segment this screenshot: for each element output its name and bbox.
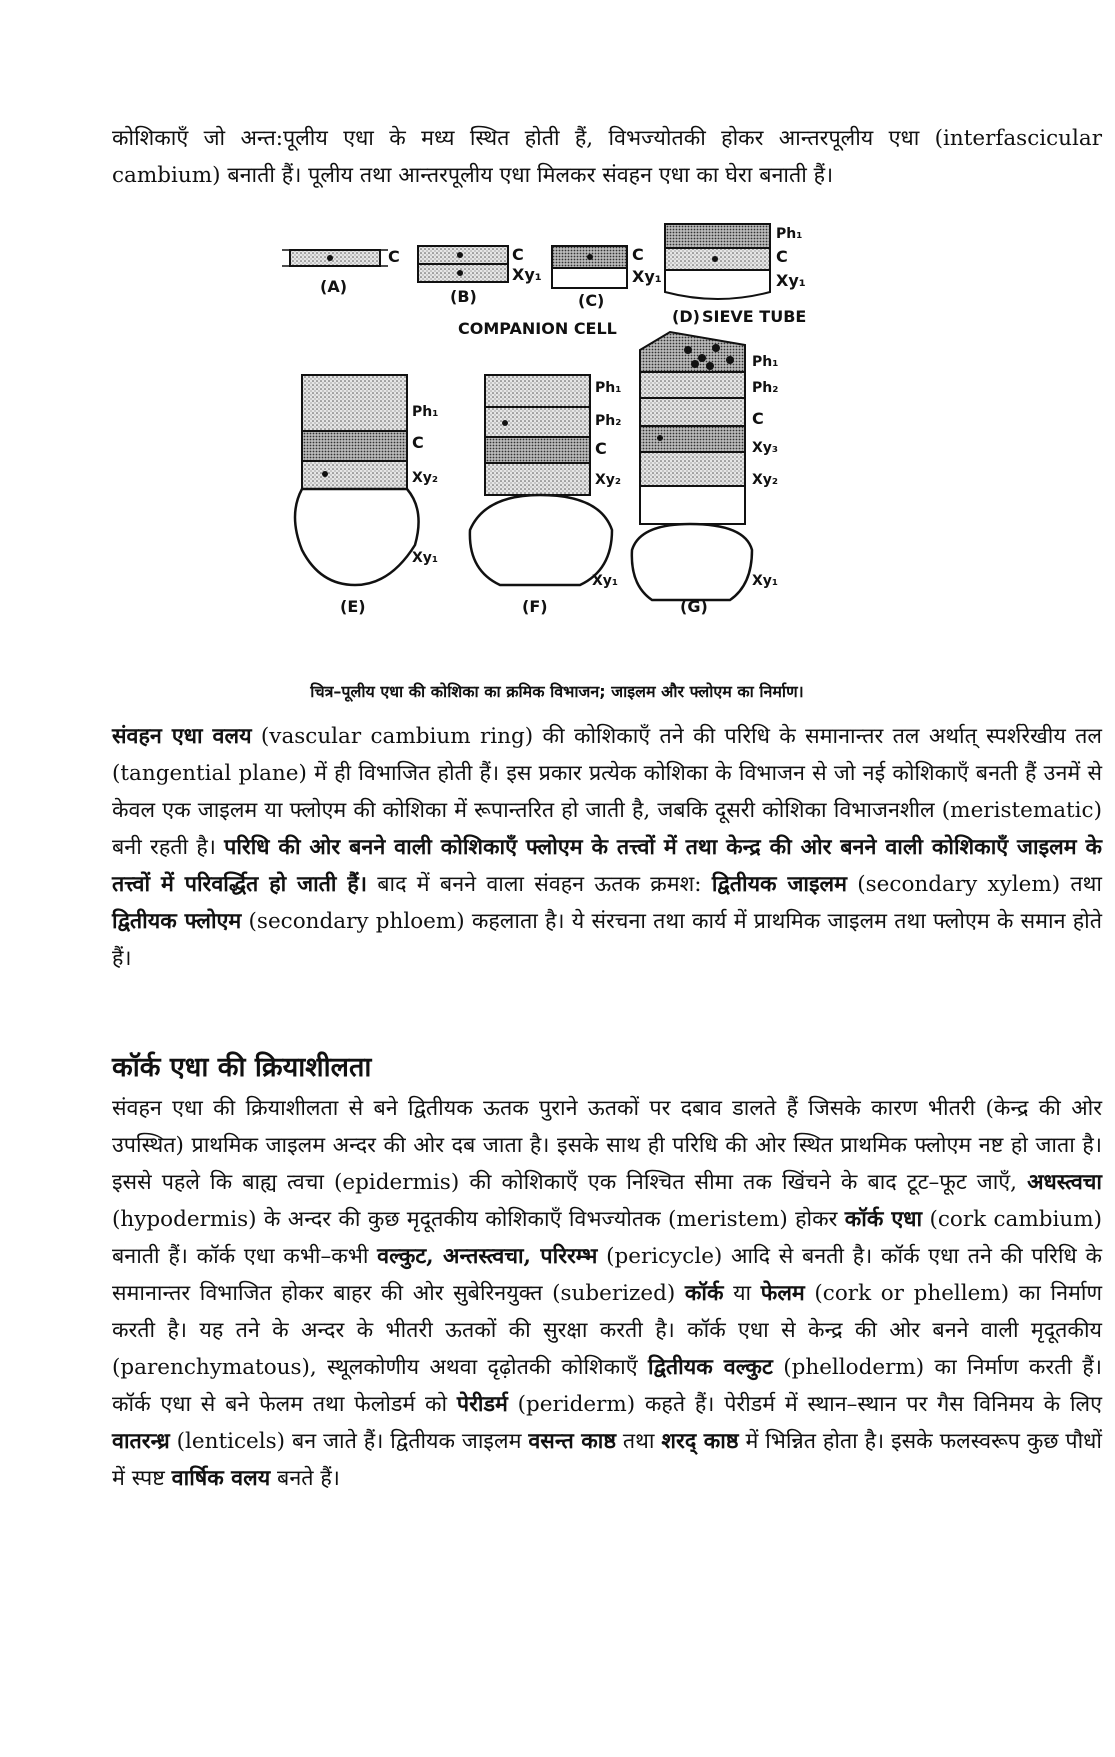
para2-text-4: (secondary phloem) कहलाता है। ये संरचना तथा कार्य में प्राथमिक जाइलम तथा फ्लोएम के समान होते हैं। bbox=[112, 909, 1103, 971]
label-g: (G) bbox=[680, 597, 708, 616]
para2-text-2: बाद में बनने वाला संवहन ऊतक क्रमश: bbox=[366, 872, 712, 897]
label-d: (D) bbox=[672, 307, 700, 326]
intro-paragraph: कोशिकाएँ जो अन्त:पूलीय एधा के मध्य स्थित होती हैं, विभज्योतकी होकर आन्तरपूलीय एधा (interfascicular cambium) बनाती हैं। पूलीय तथा आन्तरपूलीय एधा मिलकर संवहन एधा का घेरा बनाती हैं। bbox=[112, 126, 1102, 188]
cambium-division-figure bbox=[240, 226, 930, 660]
term-secondary-phloem: द्वितीयक फ्लोएम bbox=[112, 909, 242, 934]
label-xy1-e: Xy₁ bbox=[412, 550, 439, 566]
label-c-g: C bbox=[752, 409, 764, 428]
label-xy1-b: Xy₁ bbox=[512, 265, 542, 284]
para2-text-3: (secondary xylem) तथा bbox=[846, 872, 1102, 897]
para3-text-12: बनते हैं। bbox=[270, 1466, 340, 1491]
para3-text-9: (lenticels) बन जाते हैं। द्वितीयक जाइलम bbox=[169, 1429, 529, 1454]
label-companion-cell: COMPANION CELL bbox=[458, 319, 617, 338]
label-ph1-e: Ph₁ bbox=[412, 404, 439, 420]
label-f: (F) bbox=[522, 597, 548, 616]
label-xy3-g: Xy₃ bbox=[752, 440, 779, 456]
para3-text-3: (cork cambium) बनाती हैं। कॉर्क एधा कभी–कभी bbox=[112, 1207, 1103, 1269]
intro-paragraph-block bbox=[112, 120, 1102, 194]
label-xy1-d: Xy₁ bbox=[776, 271, 806, 290]
term-hypodermis: अधस्त्वचा bbox=[1027, 1170, 1102, 1195]
para2-bold-statement: परिधि की ओर बनने वाली कोशिकाएँ फ्लोएम के तत्त्वों में तथा केन्द्र की ओर बनने वाली कोशिकाएँ जाइलम के तत्त्वों में परिवर्द्धित हो जाती हैं। bbox=[112, 835, 1102, 897]
label-xy2-e: Xy₂ bbox=[412, 470, 439, 486]
para3-text-6: (cork or phellem) का निर्माण करती है। यह तने के अन्दर के भीतरी ऊतकों की सुरक्षा करती है। कॉर्क एधा से केन्द्र की ओर बनने वाली मृदूतकीय (parenchymatous), स्थूलकोणीय अथवा दृढ़ोतकी कोशिकाएँ bbox=[112, 1281, 1102, 1380]
label-c-b: C bbox=[512, 245, 524, 264]
stage-c bbox=[552, 245, 662, 310]
para2-text-1: (vascular cambium ring) की कोशिकाएँ तने की परिधि के समानान्तर तल अर्थात् स्पर्शरेखीय तल (tangential plane) में ही विभाजित होती हैं। इस प्रकार प्रत्येक कोशिका के विभाजन से जो नई कोशिकाएँ बनती हैं उनमें से केवल एक जाइलम या फ्लोएम की कोशिका में रूपान्तरित हो जाती है, जबकि दूसरी कोशिका विभाजनशील (meristematic) बनी रहती है। bbox=[112, 724, 1102, 860]
cork-cambium-paragraph bbox=[112, 1090, 1102, 1497]
term-spring-wood: वसन्त काष्ठ bbox=[528, 1429, 617, 1454]
stage-f bbox=[470, 375, 621, 616]
stage-a bbox=[282, 247, 400, 296]
vascular-cambium-paragraph-block bbox=[112, 718, 1102, 977]
label-e: (E) bbox=[340, 597, 366, 616]
vascular-cambium-paragraph bbox=[112, 718, 1102, 977]
term-cork: कॉर्क bbox=[684, 1281, 724, 1306]
label-ph1-f: Ph₁ bbox=[595, 380, 622, 396]
label-xy2-f: Xy₂ bbox=[595, 472, 622, 488]
label-c-a: C bbox=[388, 247, 400, 266]
label-sieve-tube: SIEVE TUBE bbox=[702, 307, 807, 326]
para3-text-4: (pericycle) आदि से बनती है। कॉर्क एधा तने की परिधि के समानान्तर विभाजित होकर बाहर की ओर सुबेरिनयुक्त (suberized) bbox=[112, 1244, 1102, 1306]
label-c-d: C bbox=[776, 247, 788, 266]
term-annual-rings: वार्षिक वलय bbox=[171, 1466, 271, 1491]
figure-drawing bbox=[240, 226, 930, 660]
term-cork-cambium: कॉर्क एधा bbox=[844, 1207, 923, 1232]
label-ph2-f: Ph₂ bbox=[595, 413, 622, 429]
label-xy1-g: Xy₁ bbox=[752, 573, 779, 589]
section-heading: कॉर्क एधा की क्रियाशीलता bbox=[112, 1052, 372, 1083]
label-b: (B) bbox=[450, 287, 477, 306]
para3-text-5: या bbox=[723, 1281, 761, 1306]
label-c-f: C bbox=[595, 439, 607, 458]
para3-text-2: (hypodermis) के अन्दर की कुछ मृदूतकीय कोशिकाएँ विभज्योतक (meristem) होकर bbox=[112, 1207, 845, 1232]
label-ph2-g: Ph₂ bbox=[752, 380, 779, 396]
label-c-c: C bbox=[632, 245, 644, 264]
cork-cambium-paragraph-block bbox=[112, 1090, 1102, 1497]
label-ph1-g: Ph₁ bbox=[752, 354, 779, 370]
term-lenticels: वातरन्ध्र bbox=[112, 1429, 170, 1454]
term-phellem: फेलम bbox=[760, 1281, 805, 1306]
label-xy1-f: Xy₁ bbox=[592, 573, 619, 589]
label-xy2-g: Xy₂ bbox=[752, 472, 779, 488]
label-c-e: C bbox=[412, 433, 424, 452]
stage-d bbox=[665, 224, 806, 326]
label-a: (A) bbox=[320, 277, 348, 296]
stage-e bbox=[295, 375, 438, 616]
figure-caption: चित्र–पूलीय एधा की कोशिका का क्रमिक विभाजन; जाइलम और फ्लोएम का निर्माण। bbox=[310, 682, 804, 701]
stage-g bbox=[632, 332, 779, 616]
para3-text-11: में भिन्नित होता है। इसके फलस्वरूप कुछ पौधों में स्पष्ट bbox=[112, 1429, 1102, 1491]
term-secondary-xylem: द्वितीयक जाइलम bbox=[711, 872, 847, 897]
para3-text-1: संवहन एधा की क्रियाशीलता से बने द्वितीयक ऊतक पुराने ऊतकों पर दबाव डालते हैं जिसके कारण भीतरी (केन्द्र की ओर उपस्थित) प्राथमिक जाइलम अन्दर की ओर दब जाता है। इसके साथ ही परिधि की ओर स्थित प्राथमिक फ्लोएम नष्ट हो जाता है। इससे पहले कि बाह्य त्वचा (epidermis) की कोशिकाएँ एक निश्चित सीमा तक खिंचने के बाद टूट–फूट जाएँ, bbox=[112, 1096, 1102, 1195]
term-vascular-cambium-ring: संवहन एधा वलय bbox=[112, 724, 252, 749]
term-autumn-wood: शरद् काष्ठ bbox=[661, 1429, 739, 1454]
para3-text-10: तथा bbox=[616, 1429, 662, 1454]
para3-text-8: (periderm) कहते हैं। पेरीडर्म में स्थान–स्थान पर गैस विनिमय के लिए bbox=[507, 1392, 1102, 1417]
label-xy1-c: Xy₁ bbox=[632, 267, 662, 286]
term-cortex-endodermis-pericycle: वल्कुट, अन्तस्त्वचा, परिरम्भ bbox=[377, 1244, 598, 1269]
para3-text-7: (phelloderm) का निर्माण करती हैं। कॉर्क एधा से बने फेलम तथा फेलोडर्म को bbox=[112, 1355, 1102, 1417]
label-ph1-d: Ph₁ bbox=[776, 226, 803, 242]
term-periderm: पेरीडर्म bbox=[456, 1392, 508, 1417]
label-c: (C) bbox=[578, 291, 605, 310]
stage-b bbox=[418, 245, 542, 306]
term-phelloderm: द्वितीयक वल्कुट bbox=[648, 1355, 773, 1380]
